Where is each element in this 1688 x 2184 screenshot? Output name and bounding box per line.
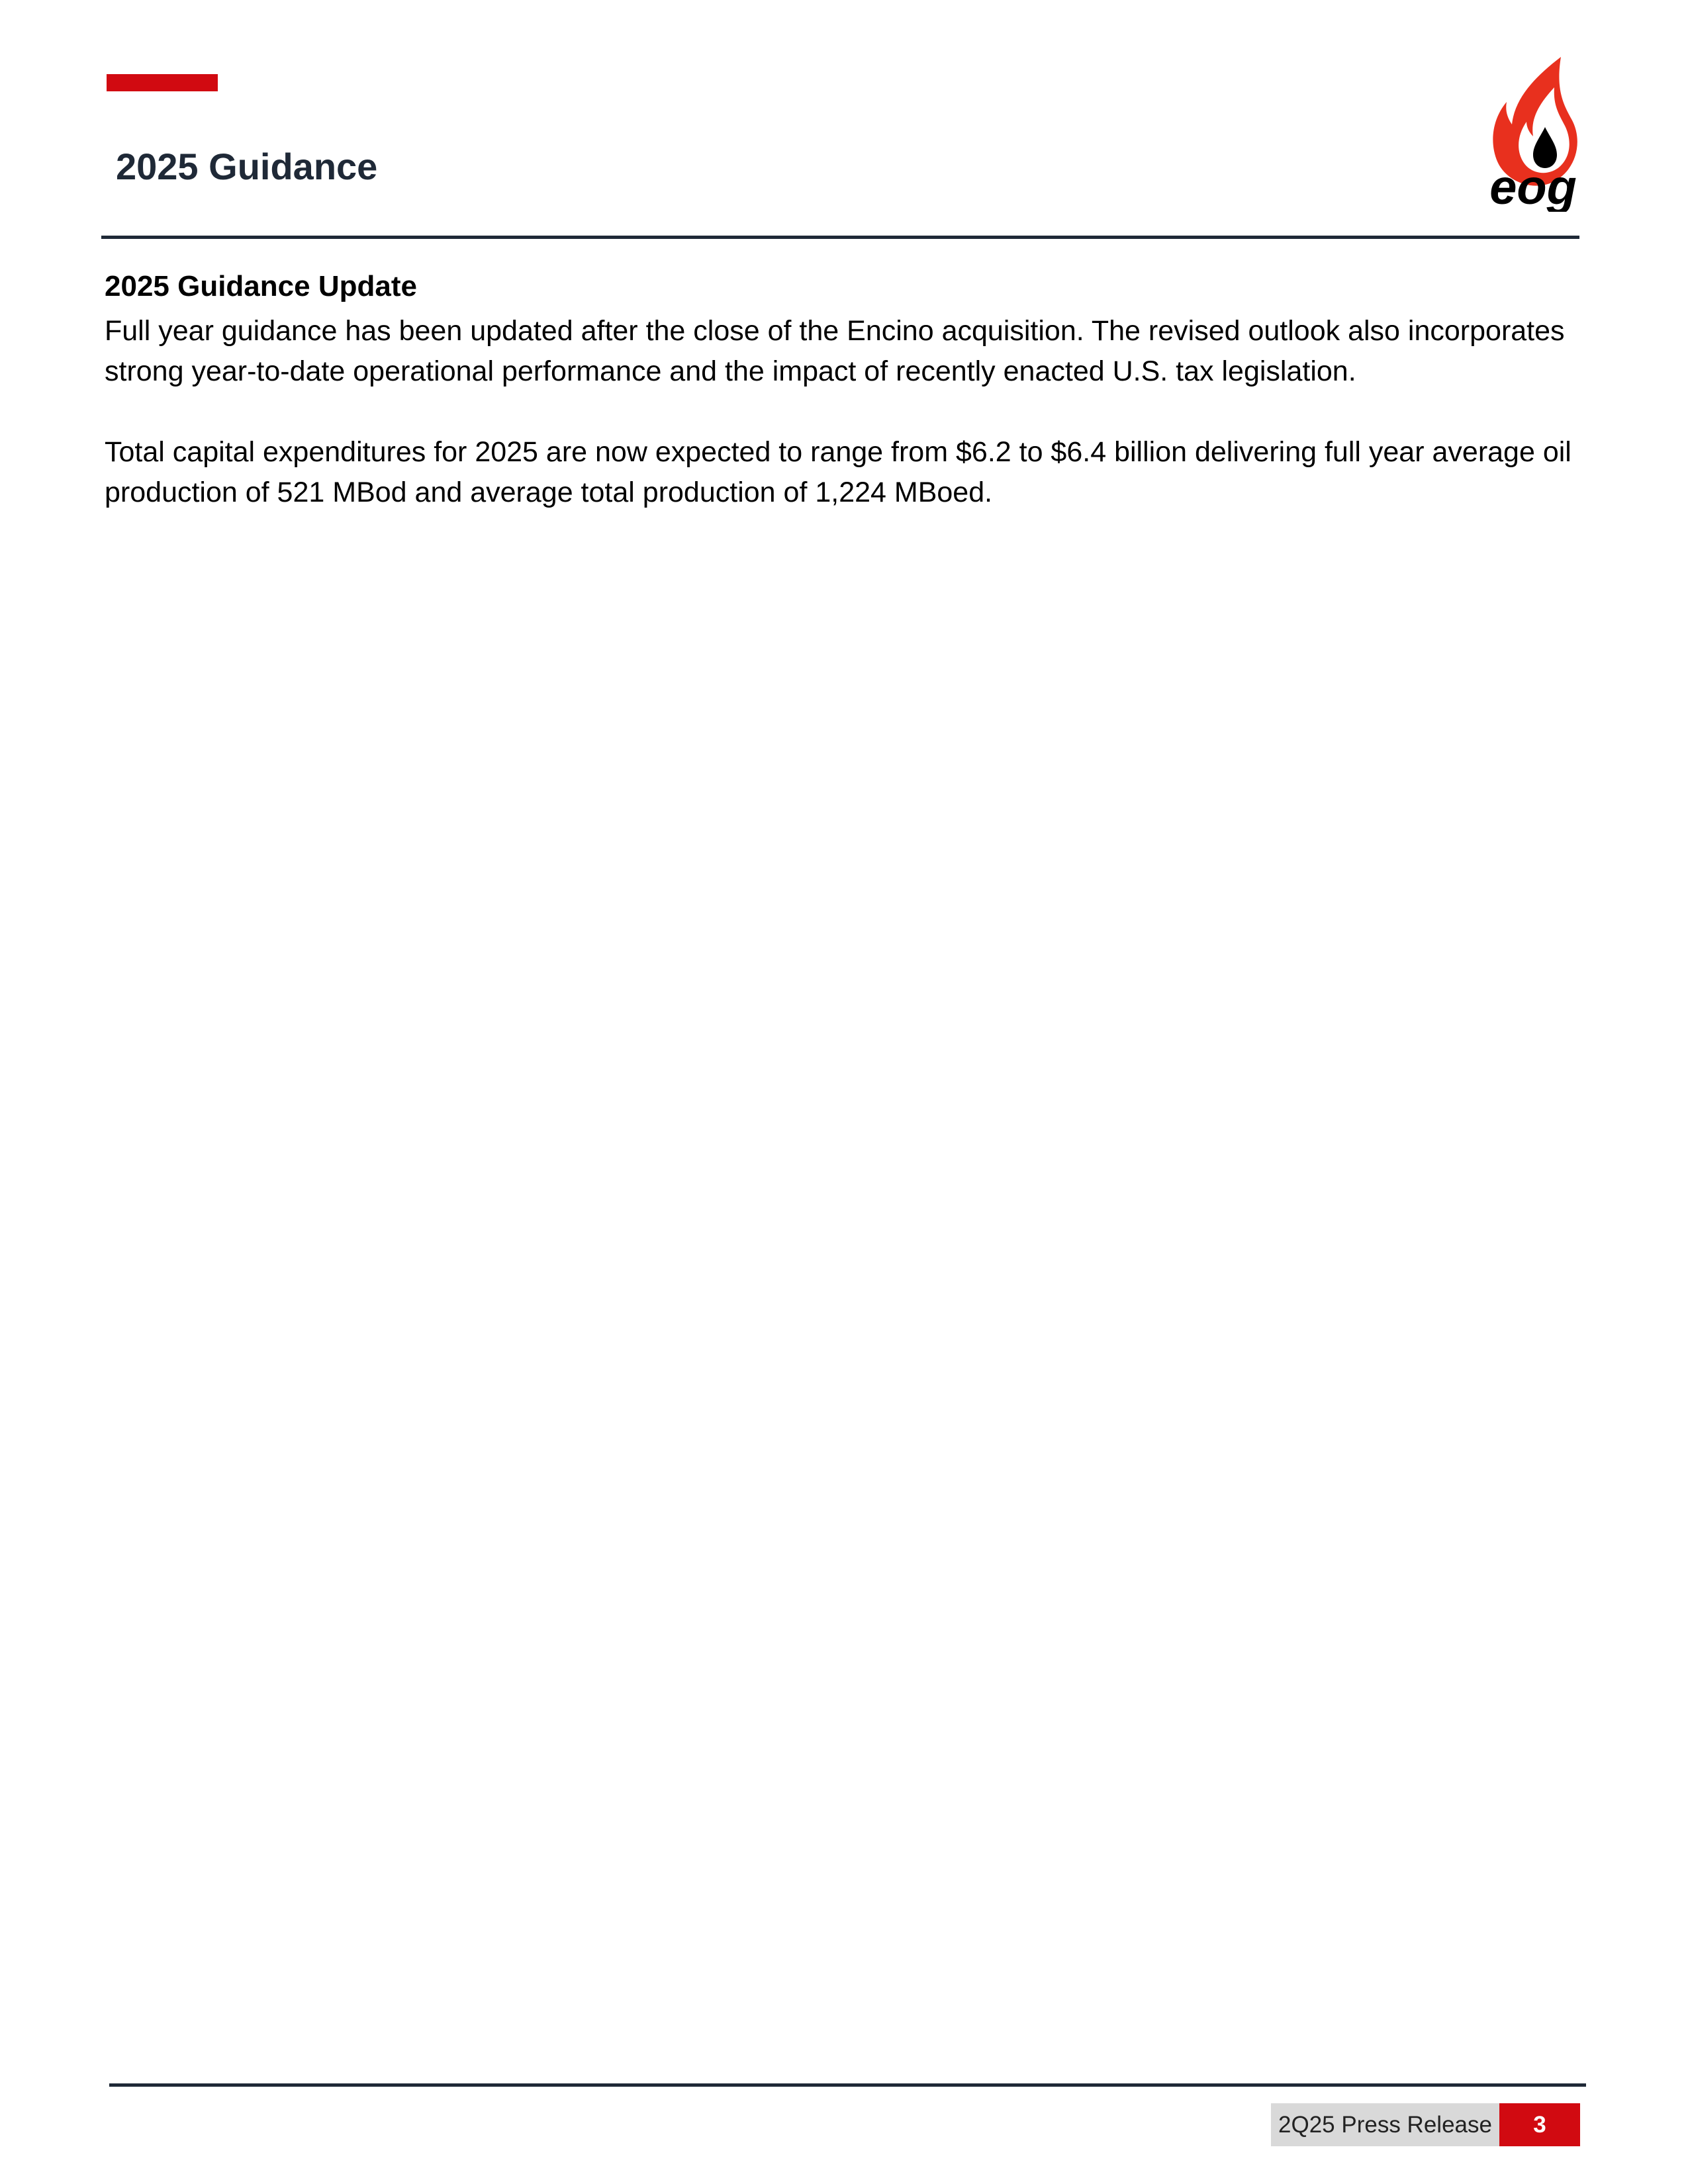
header-accent-bar [107, 74, 218, 91]
section-heading: 2025 Guidance Update [105, 270, 417, 302]
paragraph-guidance-update: Full year guidance has been updated after the close of the Encino acquisition. The revised outlook also incorporates strong year-to-date operational performance and the impact of recently enacted U.S. tax legislation. [105, 315, 1565, 387]
footer-press-release-label: 2Q25 Press Release [1271, 2103, 1499, 2146]
header-divider [101, 236, 1579, 239]
paragraph-capital-expenditures: Total capital expenditures for 2025 are now expected to range from $6.2 to $6.4 billion delivering full year average oil production of 521 MBod and average total production of 1,224 MBoed. [105, 436, 1571, 508]
page-title: 2025 Guidance [116, 146, 378, 187]
footer-divider [109, 2083, 1586, 2087]
eog-logo [1476, 53, 1595, 212]
logo-wordmark: eog [1489, 159, 1577, 212]
footer-page-number: 3 [1499, 2103, 1580, 2146]
guidance-section [105, 265, 1587, 513]
eog-flame-icon [1476, 53, 1595, 212]
